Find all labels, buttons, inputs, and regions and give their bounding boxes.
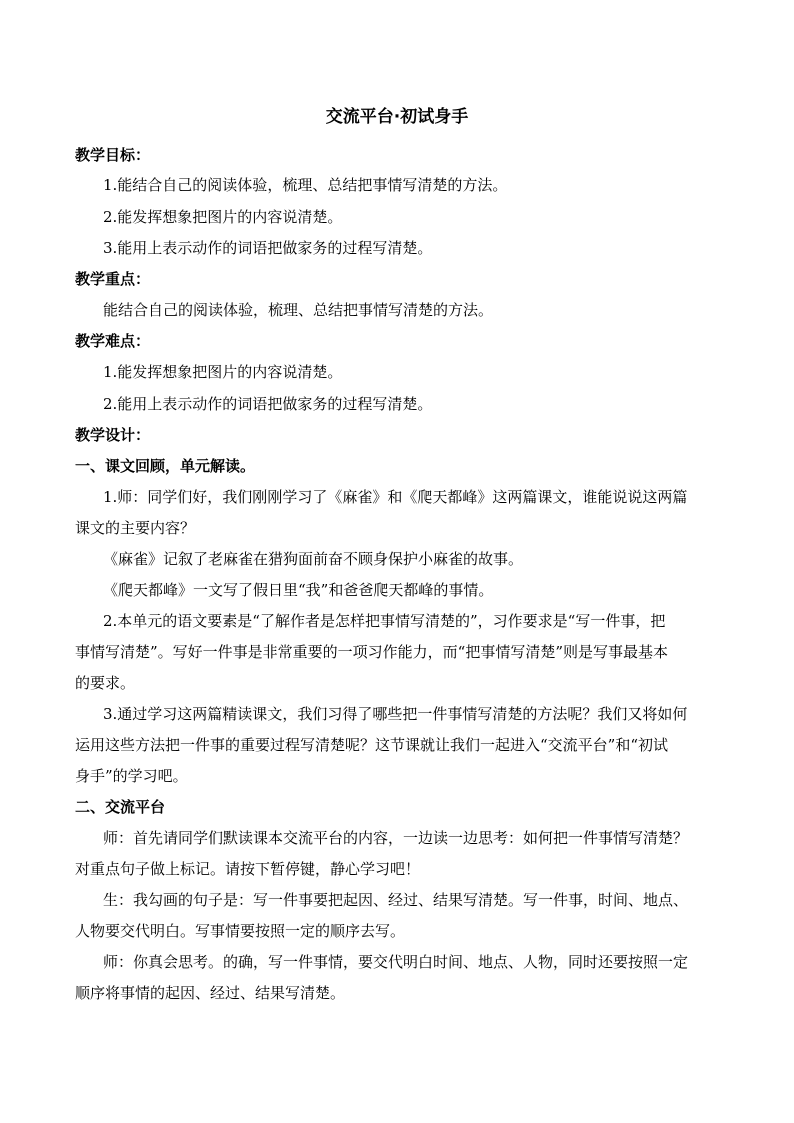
design-heading: 教学设计：: [75, 426, 151, 444]
paragraph-line: 《爬天都峰》一文写了假日里“我”和爸爸爬天都峰的事情。: [103, 581, 494, 599]
key-points-text: 能结合自己的阅读体验，梳理、总结把事情写清楚的方法。: [103, 301, 494, 319]
paragraph-line: 1.师：同学们好，我们刚刚学习了《麻雀》和《爬天都峰》这两篇课文，谁能说说这两篇: [103, 488, 688, 506]
paragraph-line: 身手”的学习吧。: [75, 767, 188, 785]
paragraph-line: 对重点句子做上标记。请按下暂停键，静心学习吧！: [75, 860, 421, 878]
paragraph-line: 《麻雀》记叙了老麻雀在猎狗面前奋不顾身保护小麻雀的故事。: [103, 550, 524, 568]
paragraph-line: 运用这些方法把一件事的重要过程写清楚呢？这节课就让我们一起进入“交流平台”和“初试: [75, 736, 669, 754]
paragraph-line: 师：首先请同学们默读课本交流平台的内容，一边读一边思考：如何把一件事情写清楚？: [103, 829, 689, 847]
paragraph-line: 人物要交代明白。写事情要按照一定的顺序去写。: [75, 922, 406, 940]
document-title: 交流平台·初试身手: [325, 107, 469, 127]
goals-heading: 教学目标：: [75, 146, 151, 164]
goal-item: 2.能发挥想象把图片的内容说清楚。: [103, 208, 343, 226]
paragraph-line: 课文的主要内容？: [75, 519, 196, 537]
goal-item: 3.能用上表示动作的词语把做家务的过程写清楚。: [103, 239, 433, 257]
paragraph-line: 的要求。: [75, 674, 136, 692]
key-points-heading: 教学重点：: [75, 270, 151, 288]
difficulty-item: 2.能用上表示动作的词语把做家务的过程写清楚。: [103, 395, 433, 413]
goal-item: 1.能结合自己的阅读体验，梳理、总结把事情写清楚的方法。: [103, 176, 508, 194]
difficulty-item: 1.能发挥想象把图片的内容说清楚。: [103, 363, 343, 381]
difficulties-heading: 教学难点：: [75, 332, 151, 350]
part1-heading: 一、课文回顾，单元解读。: [75, 457, 256, 475]
paragraph-line: 师：你真会思考。的确，写一件事情，要交代明白时间、地点、人物，同时还要按照一定: [103, 953, 689, 971]
paragraph-line: 生：我勾画的句子是：写一件事要把起因、经过、结果写清楚。写一件事，时间、地点、: [103, 891, 689, 909]
paragraph-line: 3.通过学习这两篇精读课文，我们习得了哪些把一件事情写清楚的方法呢？我们又将如何: [103, 705, 688, 723]
paragraph-line: 事情写清楚”。写好一件事是非常重要的一项习作能力，而“把事情写清楚”则是写事最基本: [75, 643, 669, 661]
part2-heading: 二、交流平台: [75, 798, 166, 816]
paragraph-line: 2.本单元的语文要素是“了解作者是怎样把事情写清楚的”，习作要求是“写一件事，把: [103, 612, 666, 630]
paragraph-line: 顺序将事情的起因、经过、结果写清楚。: [75, 984, 346, 1002]
